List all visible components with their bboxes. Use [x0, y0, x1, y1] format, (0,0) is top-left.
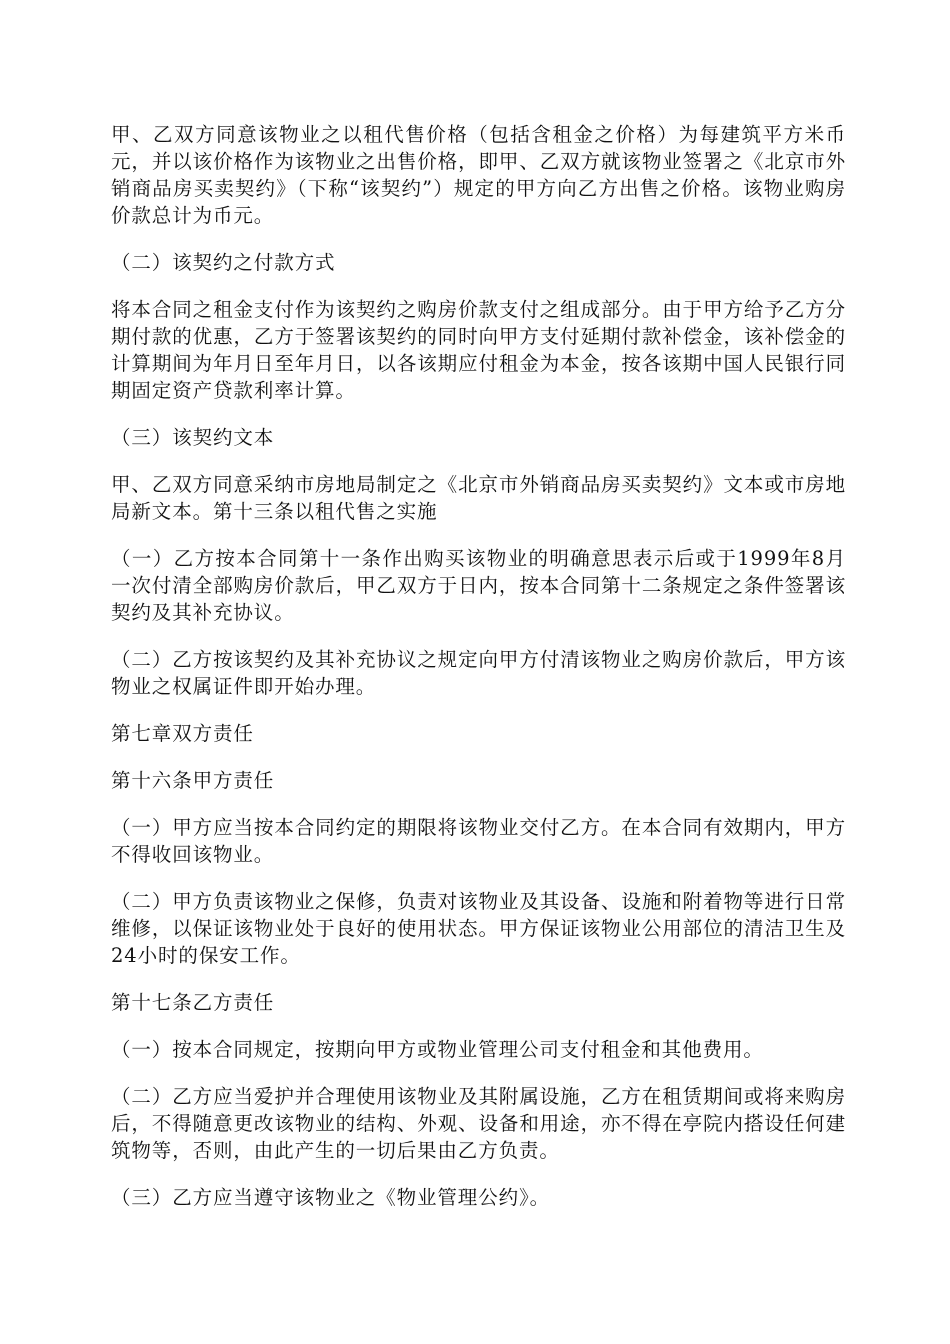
- paragraph-party-a-2: （二）甲方负责该物业之保修，负责对该物业及其设备、设施和附着物等进行日常维修，以保证该物业处于良好的使用状态。甲方保证该物业公用部位的清洁卫生及24小时的保安工作。: [111, 890, 846, 967]
- section-heading-contract-text: （三）该契约文本: [111, 426, 275, 449]
- paragraph-implementation-1: （一）乙方按本合同第十一条作出购买该物业的明确意思表示后或于1999年8月一次付清全部购房价款后，甲乙双方于日内，按本合同第十二条规定之条件签署该契约及其补充协议。: [111, 547, 846, 624]
- paragraph-party-b-1: （一）按本合同规定，按期向甲方或物业管理公司支付租金和其他费用。: [111, 1038, 764, 1061]
- paragraph-implementation-2: （二）乙方按该契约及其补充协议之规定向甲方付清该物业之购房价款后，甲方该物业之权属证件即开始办理。: [111, 648, 846, 698]
- paragraph-contract-text: 甲、乙双方同意采纳市房地局制定之《北京市外销商品房买卖契约》文本或市房地局新文本。第十三条以租代售之实施: [111, 473, 846, 523]
- paragraph-party-b-2: （二）乙方应当爱护并合理使用该物业及其附属设施，乙方在租赁期间或将来购房后，不得随意更改该物业的结构、外观、设备和用途，亦不得在亭院内搭设任何建筑物等，否则，由此产生的一切后果由乙方负责。: [111, 1085, 846, 1162]
- section-heading-payment-method: （二）该契约之付款方式: [111, 251, 336, 274]
- paragraph-party-b-3: （三）乙方应当遵守该物业之《物业管理公约》。: [111, 1186, 551, 1209]
- paragraph-party-a-1: （一）甲方应当按本合同约定的期限将该物业交付乙方。在本合同有效期内，甲方不得收回该物业。: [111, 816, 846, 866]
- document-body: [111, 121, 846, 1231]
- article-heading-party-a: 第十六条甲方责任: [111, 769, 275, 792]
- paragraph-sale-price: 甲、乙双方同意该物业之以租代售价格（包括含租金之价格）为每建筑平方米币元，并以该价格作为该物业之出售价格，即甲、乙双方就该物业签署之《北京市外销商品房买卖契约》（下称“该契约”）规定的甲方向乙方出售之价格。该物业购房价款总计为币元。: [111, 123, 846, 227]
- article-heading-party-b: 第十七条乙方责任: [111, 991, 275, 1014]
- paragraph-payment-terms: 将本合同之租金支付作为该契约之购房价款支付之组成部分。由于甲方给予乙方分期付款的优惠，乙方于签署该契约的同时向甲方支付延期付款补偿金，该补偿金的计算期间为年月日至年月日，以各该期应付租金为本金，按各该期中国人民银行同期固定资产贷款利率计算。: [111, 298, 846, 402]
- chapter-heading-responsibilities: 第七章双方责任: [111, 722, 254, 745]
